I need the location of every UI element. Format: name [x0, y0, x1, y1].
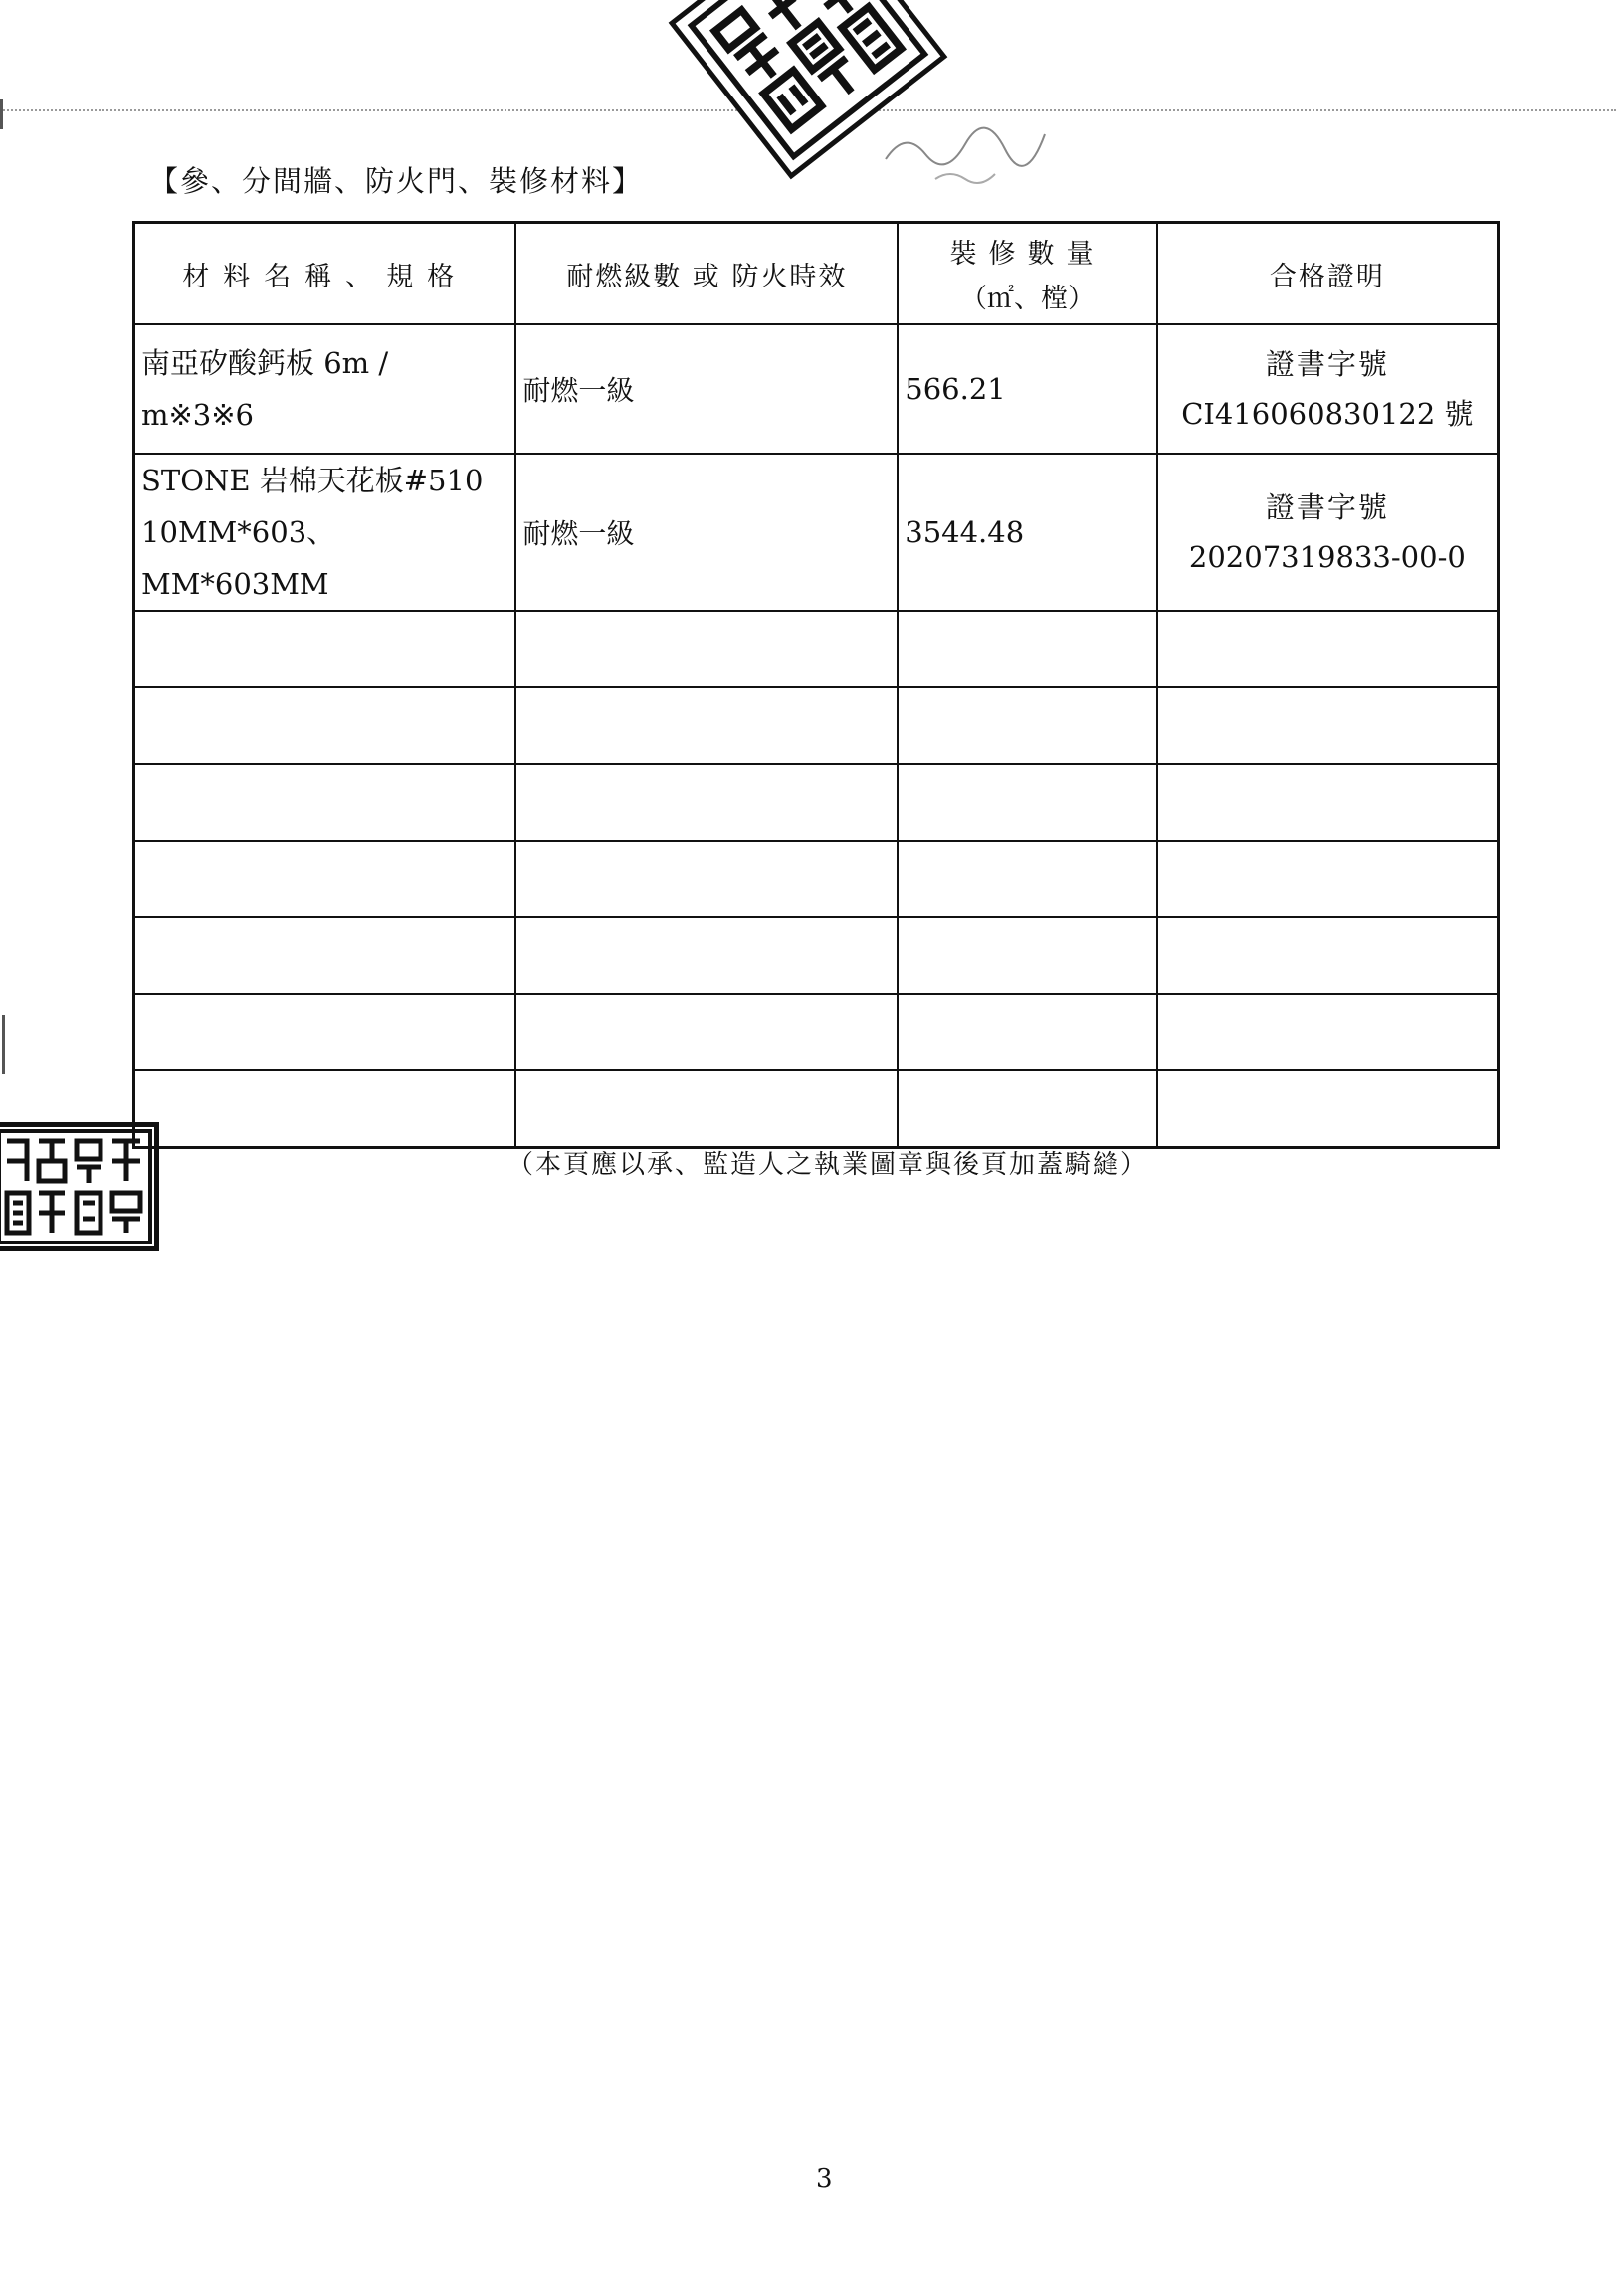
- materials-table-container: [132, 221, 1500, 1136]
- empty-cell: [898, 917, 1156, 994]
- empty-cell: [1157, 611, 1499, 687]
- certificate-number: CI416060830122 號: [1181, 397, 1474, 431]
- material-name: STONE 岩棉天花板#510: [141, 464, 484, 497]
- empty-cell: [515, 841, 898, 917]
- empty-cell: [134, 687, 516, 764]
- empty-cell: [898, 994, 1156, 1070]
- empty-cell: [1157, 841, 1499, 917]
- material-name: 南亞矽酸鈣板 6m / m※3※6: [141, 346, 389, 432]
- empty-cell: [134, 764, 516, 841]
- empty-table-row: [134, 764, 1499, 841]
- empty-cell: [515, 1070, 898, 1147]
- edge-mark: [0, 99, 3, 129]
- edge-mark: [2, 1015, 5, 1074]
- certificate-label: 證書字號: [1265, 347, 1389, 381]
- empty-table-row: [134, 994, 1499, 1070]
- table-row: [134, 324, 1499, 454]
- header-certificate: 合格證明: [1157, 223, 1499, 325]
- empty-cell: [515, 764, 898, 841]
- empty-cell: [1157, 687, 1499, 764]
- signature-scribble: [876, 99, 1075, 189]
- empty-cell: [898, 841, 1156, 917]
- empty-table-row: [134, 687, 1499, 764]
- fire-rating-cell: 耐燃一級: [515, 324, 898, 454]
- table-header-row: [134, 223, 1499, 325]
- empty-cell: [515, 917, 898, 994]
- header-quantity: [898, 223, 1156, 325]
- empty-cell: [898, 1070, 1156, 1147]
- quantity-cell: 566.21: [898, 324, 1156, 454]
- certificate-cell: [1157, 454, 1499, 611]
- material-name-cell: [134, 454, 516, 611]
- empty-cell: [898, 687, 1156, 764]
- page-number: 3: [816, 2164, 833, 2194]
- empty-cell: [134, 1070, 516, 1147]
- empty-cell: [898, 764, 1156, 841]
- empty-table-row: [134, 611, 1499, 687]
- empty-table-row: [134, 1070, 1499, 1147]
- header-fire-rating: 耐燃級數 或 防火時效: [515, 223, 898, 325]
- materials-table: [132, 221, 1500, 1149]
- material-name-cell: [134, 324, 516, 454]
- header-material-name: 材料名稱、規格: [134, 223, 516, 325]
- quantity-cell: 3544.48: [898, 454, 1156, 611]
- fire-rating-cell: 耐燃一級: [515, 454, 898, 611]
- certificate-label: 證書字號: [1265, 490, 1389, 524]
- empty-cell: [1157, 1070, 1499, 1147]
- empty-cell: [898, 611, 1156, 687]
- empty-cell: [1157, 917, 1499, 994]
- certificate-cell: [1157, 324, 1499, 454]
- empty-table-row: [134, 841, 1499, 917]
- empty-table-row: [134, 917, 1499, 994]
- empty-cell: [1157, 994, 1499, 1070]
- empty-cell: [515, 994, 898, 1070]
- empty-cell: [134, 917, 516, 994]
- empty-cell: [134, 841, 516, 917]
- empty-cell: [515, 611, 898, 687]
- material-spec: 10MM*603、MM*603MM: [141, 515, 336, 601]
- table-row: [134, 454, 1499, 611]
- header-quantity-unit: （㎡、樘）: [959, 284, 1095, 314]
- footnote: （本頁應以承、監造人之執業圖章與後頁加蓋騎縫）: [507, 1150, 1149, 1180]
- header-quantity-label: 裝修數量: [949, 239, 1106, 270]
- certificate-number: 20207319833-00-0: [1188, 540, 1466, 574]
- empty-cell: [515, 687, 898, 764]
- empty-cell: [1157, 764, 1499, 841]
- section-title: 【參、分間牆、防火門、裝修材料】: [149, 164, 644, 198]
- empty-cell: [134, 994, 516, 1070]
- empty-cell: [134, 611, 516, 687]
